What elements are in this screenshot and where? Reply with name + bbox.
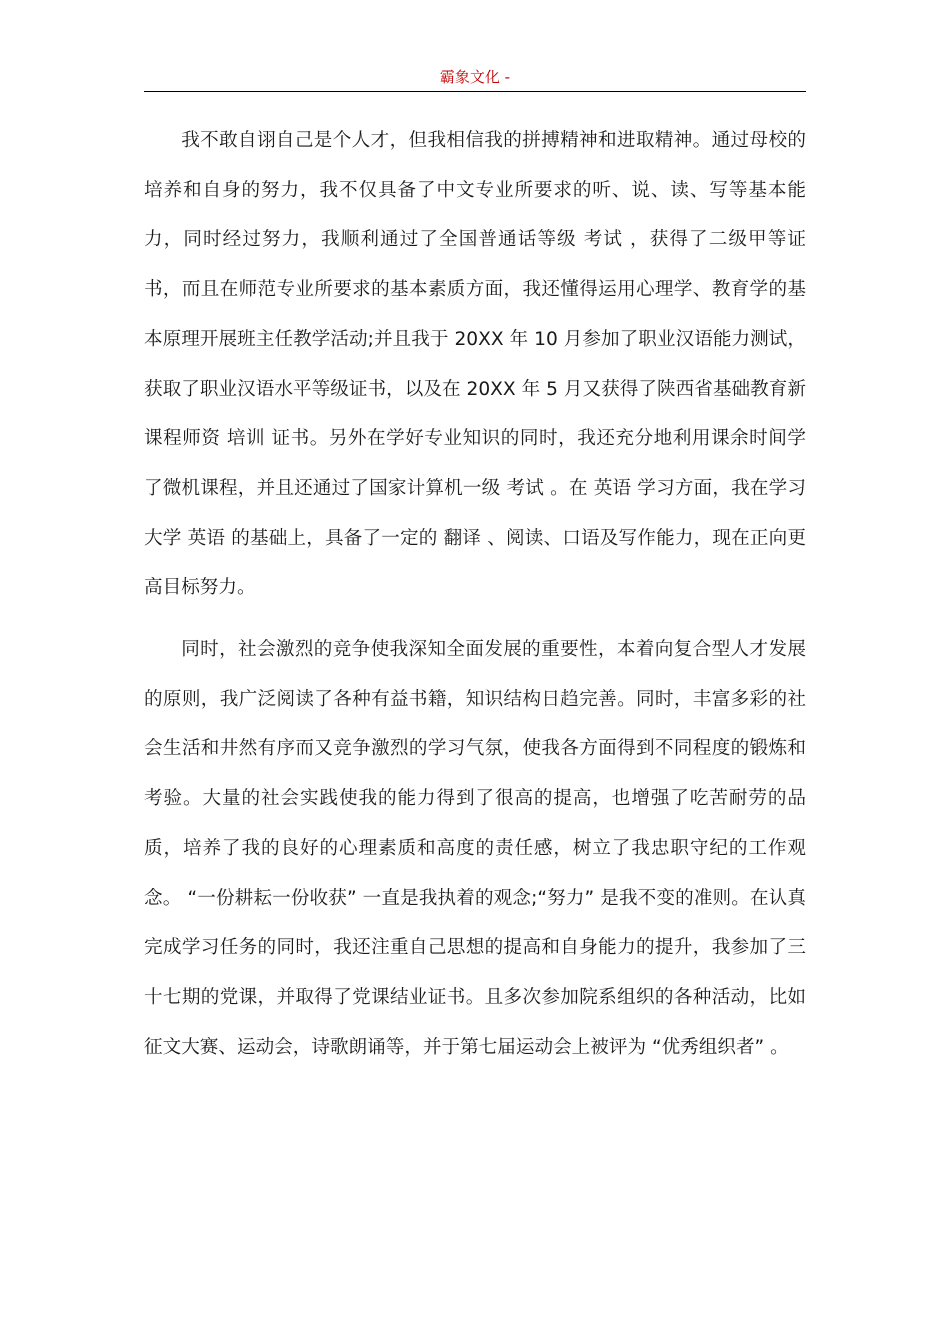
paragraph-2: 同时，社会激烈的竞争使我深知全面发展的重要性，本着向复合型人才发展的原则，我广泛阅读了各种有益书籍，知识结构日趋完善。同时，丰富多彩的社会生活和井然有序而又竞争激烈的学习气氛，使我各方面得到不同程度的锻炼和考验。大量的社会实践使我的能力得到了很高的提高，也增强了吃苦耐劳的品质，培养了我的良好的心理素质和高度的责任感，树立了我忠职守纪的工作观念。 “一份耕耘一份收获” 一直是我执着的观念;“努力” 是我不变的准则。在认真完成学习任务的同时，我还注重自己思想的提高和自身能力的提升，我参加了三十七期的党课，并取得了党课结业证书。且多次参加院系组织的各种活动，比如征文大赛、运动会，诗歌朗诵等，并于第七届运动会上被评为 “优秀组织者” 。 [144, 639, 806, 1058]
paragraph-1: 我不敢自诩自己是个人才，但我相信我的拼搏精神和进取精神。通过母校的培养和自身的努力，我不仅具备了中文专业所要求的听、说、读、写等基本能力，同时经过努力，我顺利通过了全国普通话等级 考试 ，获得了二级甲等证书，而且在师范专业所要求的基本素质方面，我还懂得运用心理学、教育学的基本原理开展班主任教学活动;并且我于 20XX 年 10 月参加了职业汉语能力测试，获取了职业汉语水平等级证书，以及在 20XX 年 5 月又获得了陕西省基础教育新课程师资 培训 证书。另外在学好专业知识的同时，我还充分地利用课余时间学了微机课程，并且还通过了国家计算机一级 考试 。在 英语 学习方面，我在学习大学 英语 的基础上，具备了一定的 翻译 、阅读、口语及写作能力，现在正向更高目标努力。 [144, 130, 806, 599]
document-body [144, 116, 806, 1072]
page-header [144, 66, 806, 92]
header-title: 霸象文化 - [439, 68, 511, 86]
